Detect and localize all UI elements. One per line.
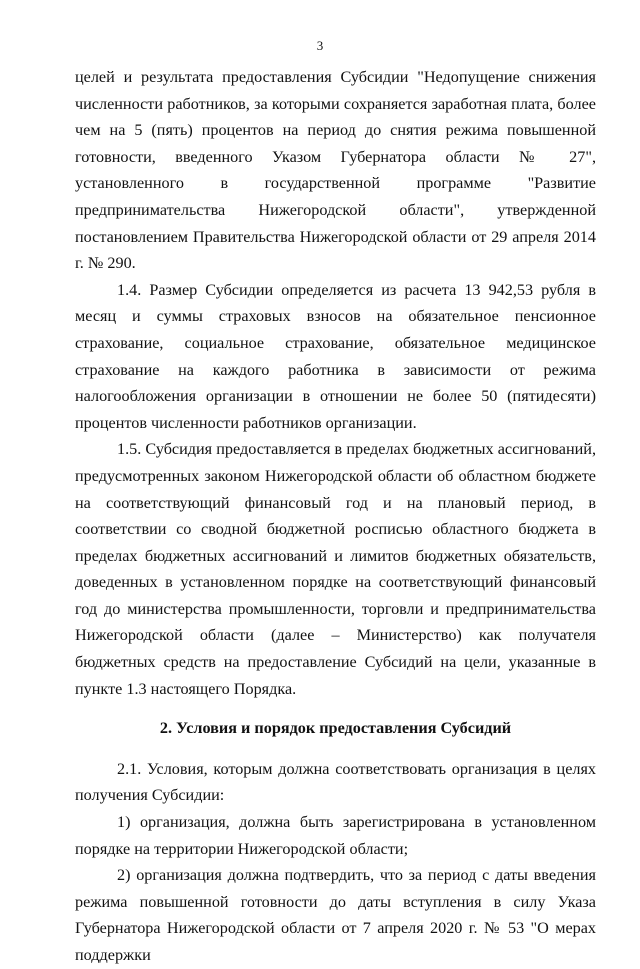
paragraph-2-1-item-1: 1) организация, должна быть зарегистрирована в установленном порядке на территории Нижегородской области;	[75, 813, 596, 858]
paragraph-2-1: 2.1. Условия, которым должна соответствовать организация в целях получения Субсидии:	[75, 759, 596, 805]
paragraph-1-5: 1.5. Субсидия предоставляется в пределах бюджетных ассигнований, предусмотренных законом Нижегородской области об областном бюджете на соответствующий финансовый год и на плановый период, в соответствии со сводной бюджетной росписью областного бюджета в пределах бюджетных ассигнований и лимитов бюджетных обязательств, доведенных в установленном порядке на соответствующий финансовый год до министерства промышленности, торговли и предпринимательства Нижегородской области (далее – Министерство) как получателя бюджетных средств на предоставление Субсидий на цели, указанные в пункте 1.3 настоящего Порядка.	[75, 440, 596, 698]
paragraph-1-4: 1.4. Размер Субсидии определяется из расчета 13 942,53 рубля в месяц и суммы страховых взносов на обязательное пенсионное страхование, социальное страхование, обязательное медицинское страхование на каждого работника в зависимости от режима налогообложения организации в отношении не более 50 (пятидесяти) процентов численности работников организации.	[75, 280, 596, 432]
page-number: 3	[316, 38, 324, 53]
document-body	[75, 64, 596, 969]
section-heading: 2. Условия и порядок предоставления Субсидий	[159, 719, 512, 738]
paragraph-2-1-item-2: 2) организация должна подтвердить, что за период с даты введения режима повышенной готовности до даты вступления в силу Указа Губернатора Нижегородской области от 7 апреля 2020 г. № 53 "О мерах поддержки	[75, 866, 596, 964]
paragraph-purpose-continued: целей и результата предоставления Субсидии "Недопущение снижения численности работников, за которыми сохраняется заработная плата, более чем на 5 (пять) процентов на период до снятия режима повышенной готовности, введенного Указом Губернатора области № 27", установленного в государственной программе "Развитие предпринимательства Нижегородской области", утвержденной постановлением Правительства Нижегородской области от 29 апреля 2014 г. № 290.	[75, 68, 596, 273]
